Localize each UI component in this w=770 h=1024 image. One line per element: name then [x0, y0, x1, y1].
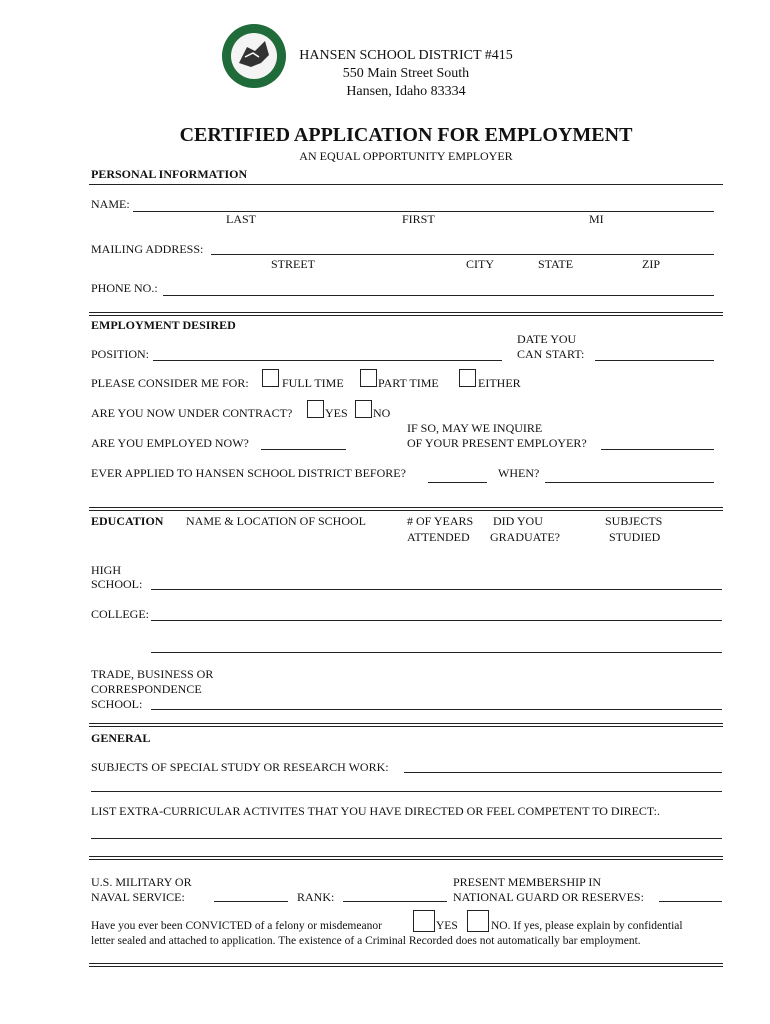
trade-school-field[interactable]: [151, 709, 722, 710]
section-employment-heading: EMPLOYMENT DESIRED: [91, 318, 236, 332]
high-school-label-2: SCHOOL:: [91, 577, 143, 591]
start-date-field[interactable]: [595, 360, 714, 361]
zip-caption: ZIP: [642, 257, 660, 271]
org-city: Hansen, Idaho 83334: [346, 84, 466, 99]
trade-label-3: SCHOOL:: [91, 697, 143, 711]
col-subjects-header-2: STUDIED: [609, 530, 661, 544]
contract-yes-label: YES: [325, 406, 348, 420]
extracurricular-field[interactable]: [91, 838, 722, 839]
mi-caption: MI: [589, 212, 604, 226]
divider: [89, 507, 723, 511]
full-time-label: FULL TIME: [282, 376, 344, 390]
city-caption: CITY: [466, 257, 494, 271]
special-study-field-2[interactable]: [91, 791, 722, 792]
position-field[interactable]: [153, 360, 502, 361]
convicted-no-checkbox[interactable]: [467, 910, 489, 932]
divider: [89, 723, 723, 727]
org-street: 550 Main Street South: [342, 66, 470, 81]
section-personal-heading: PERSONAL INFORMATION: [91, 167, 248, 181]
phone-field[interactable]: [163, 295, 714, 296]
contract-label: ARE YOU NOW UNDER CONTRACT?: [91, 406, 293, 420]
divider: [89, 963, 723, 967]
convicted-yes-checkbox[interactable]: [413, 910, 435, 932]
org-name: HANSEN SCHOOL DISTRICT #415: [299, 48, 513, 63]
full-time-checkbox[interactable]: [262, 369, 279, 387]
col-subjects-header-1: SUBJECTS: [605, 514, 663, 528]
inquire-field[interactable]: [601, 449, 714, 450]
trade-label-2: CORRESPONDENCE: [91, 682, 202, 696]
state-caption: STATE: [538, 257, 574, 271]
either-checkbox[interactable]: [459, 369, 476, 387]
section-education-heading: EDUCATION: [91, 514, 164, 528]
contract-no-label: NO: [373, 406, 391, 420]
street-caption: STREET: [271, 257, 315, 271]
convicted-yes-label: YES: [436, 920, 458, 932]
divider: [89, 312, 723, 316]
page-title: CERTIFIED APPLICATION FOR EMPLOYMENT: [179, 124, 633, 146]
college-field-2[interactable]: [151, 652, 722, 653]
position-label: POSITION:: [91, 347, 150, 361]
phone-label: PHONE NO.:: [91, 281, 158, 295]
guard-field[interactable]: [659, 901, 722, 902]
page-subtitle: AN EQUAL OPPORTUNITY EMPLOYER: [299, 149, 513, 163]
military-label-2: NAVAL SERVICE:: [91, 890, 185, 904]
contract-no-checkbox[interactable]: [355, 400, 372, 418]
date-label-line1: DATE YOU: [517, 332, 577, 346]
col-grad-header-1: DID YOU: [493, 514, 543, 528]
when-label: WHEN?: [498, 466, 540, 480]
convicted-note: letter sealed and attached to application. The existence of a Criminal Recorded does not automatically bar employment.: [91, 935, 641, 947]
col-years-header-2: ATTENDED: [407, 530, 470, 544]
guard-label-2: NATIONAL GUARD OR RESERVES:: [453, 890, 644, 904]
rank-field[interactable]: [343, 901, 447, 902]
when-field[interactable]: [545, 482, 714, 483]
divider: [89, 856, 723, 860]
divider: [89, 184, 723, 185]
address-label: MAILING ADDRESS:: [91, 242, 204, 256]
col-grad-header-2: GRADUATE?: [490, 530, 560, 544]
col-school-header: NAME & LOCATION OF SCHOOL: [186, 514, 367, 528]
last-caption: LAST: [226, 212, 256, 226]
convicted-no-label: NO. If yes, please explain by confidential: [491, 920, 683, 932]
employed-field[interactable]: [261, 449, 346, 450]
col-years-header-1: # OF YEARS: [407, 514, 474, 528]
high-school-label-1: HIGH: [91, 563, 121, 577]
date-label-line2: CAN START:: [517, 347, 585, 361]
rank-label: RANK:: [297, 890, 335, 904]
convicted-label: Have you ever been CONVICTED of a felony or misdemeanor: [91, 920, 382, 932]
high-school-field[interactable]: [151, 589, 722, 590]
first-caption: FIRST: [402, 212, 435, 226]
college-label: COLLEGE:: [91, 607, 149, 621]
special-study-field[interactable]: [404, 772, 722, 773]
part-time-checkbox[interactable]: [360, 369, 377, 387]
part-time-label: PART TIME: [378, 376, 439, 390]
trade-label-1: TRADE, BUSINESS OR: [91, 667, 214, 681]
special-study-label: SUBJECTS OF SPECIAL STUDY OR RESEARCH WORK:: [91, 760, 389, 774]
contract-yes-checkbox[interactable]: [307, 400, 324, 418]
applied-label: EVER APPLIED TO HANSEN SCHOOL DISTRICT BEFORE?: [91, 466, 406, 480]
address-field[interactable]: [211, 254, 714, 255]
inquire-label-line1: IF SO, MAY WE INQUIRE: [407, 421, 543, 435]
inquire-label-line2: OF YOUR PRESENT EMPLOYER?: [407, 436, 587, 450]
either-label: EITHER: [478, 376, 521, 390]
section-general-heading: GENERAL: [91, 731, 151, 745]
extracurricular-label: LIST EXTRA-CURRICULAR ACTIVITES THAT YOU HAVE DIRECTED OR FEEL COMPETENT TO DIRECT:.: [91, 804, 660, 818]
consider-label: PLEASE CONSIDER ME FOR:: [91, 376, 249, 390]
military-field[interactable]: [214, 901, 288, 902]
applied-field[interactable]: [428, 482, 487, 483]
college-field[interactable]: [151, 620, 722, 621]
guard-label-1: PRESENT MEMBERSHIP IN: [453, 875, 602, 889]
name-label: NAME:: [91, 197, 130, 211]
employed-label: ARE YOU EMPLOYED NOW?: [91, 436, 249, 450]
military-label-1: U.S. MILITARY OR: [91, 875, 192, 889]
